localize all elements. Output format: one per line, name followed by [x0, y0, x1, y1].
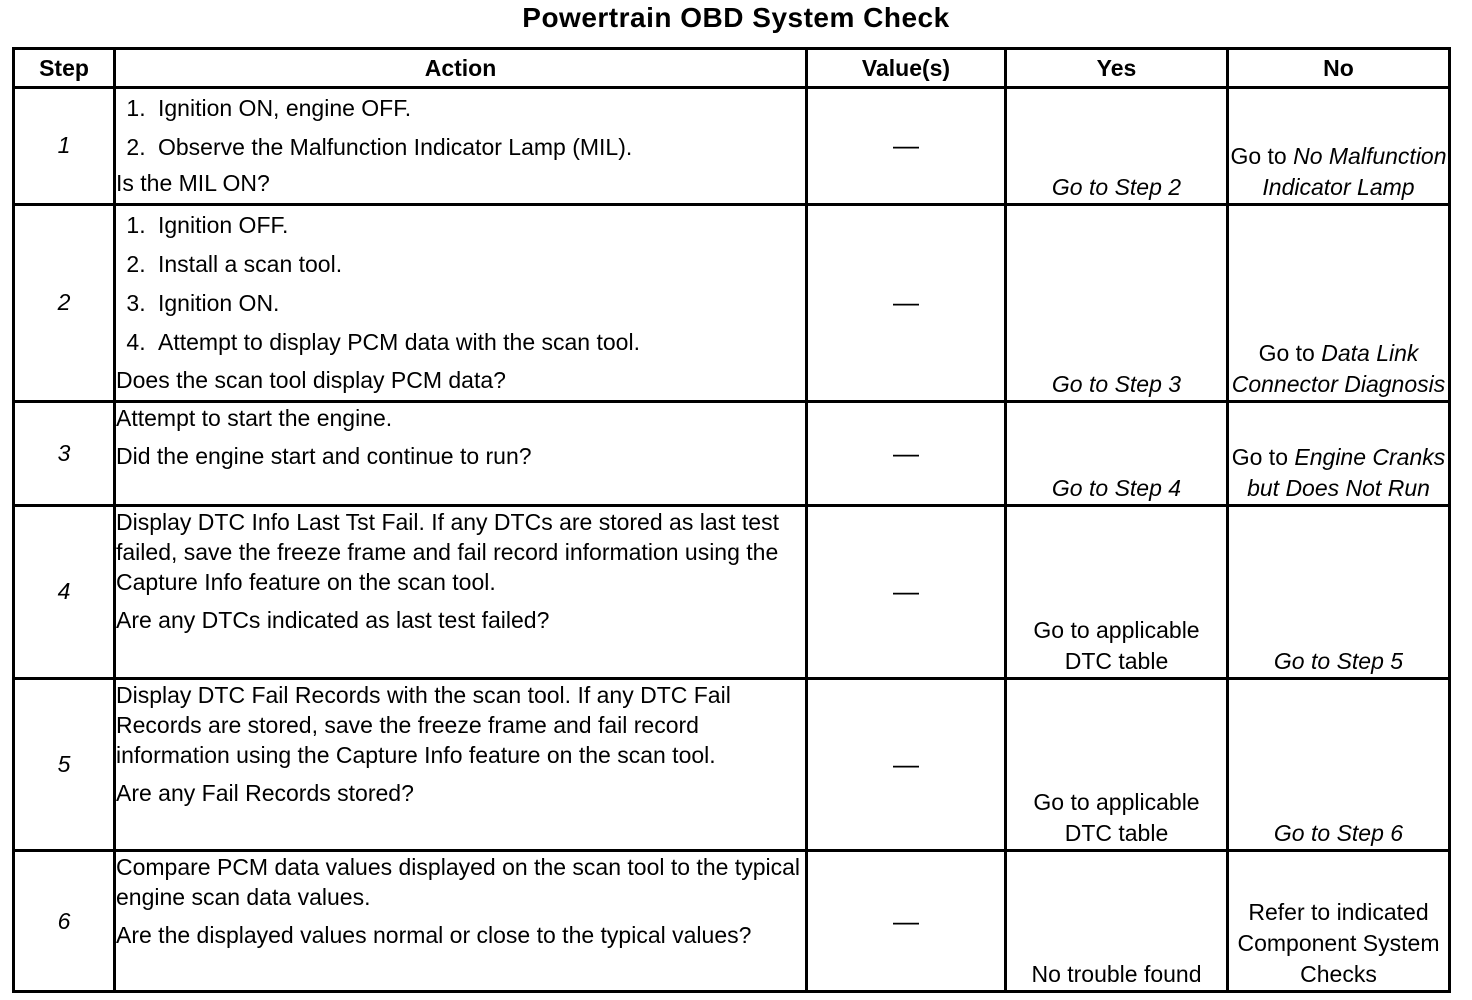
- action-steps: [116, 89, 805, 167]
- step-number: 5: [14, 678, 115, 851]
- action-cell: [115, 678, 807, 851]
- yes-cell: Go to applicable DTC table: [1006, 678, 1228, 851]
- action-question: Are any DTCs indicated as last test failed?: [116, 606, 550, 633]
- action-text: Compare PCM data values displayed on the scan tool to the typical engine scan data values.: [116, 854, 800, 911]
- yes-cell: Go to applicable DTC table: [1006, 505, 1228, 678]
- table-row: [14, 851, 1450, 992]
- no-cell: [1228, 88, 1450, 205]
- table-row: [14, 88, 1450, 205]
- value-cell: —: [807, 204, 1006, 402]
- action-step: 4. Attempt to display PCM data with the scan tool.: [152, 323, 805, 362]
- action-steps: [116, 206, 805, 362]
- value-cell: —: [807, 402, 1006, 505]
- action-text: Display DTC Fail Records with the scan tool. If any DTC Fail Records are stored, save the freeze frame and fail record information using the Capture Info feature on the scan tool.: [116, 681, 731, 768]
- header-action: Action: [115, 49, 807, 88]
- table-row: [14, 204, 1450, 402]
- action-text: Attempt to start the engine.: [116, 405, 393, 432]
- no-reference: No Malfunction Indicator Lamp: [1262, 142, 1447, 200]
- table-row: [14, 402, 1450, 505]
- action-step: 2. Observe the Malfunction Indicator Lamp (MIL).: [152, 128, 805, 167]
- no-cell: Go to Step 5: [1228, 505, 1450, 678]
- yes-cell: Go to Step 2: [1006, 88, 1228, 205]
- header-row: [14, 49, 1450, 88]
- header-yes: Yes: [1006, 49, 1228, 88]
- step-number: 6: [14, 851, 115, 992]
- yes-cell: No trouble found: [1006, 851, 1228, 992]
- action-question: Did the engine start and continue to run?: [116, 443, 532, 470]
- no-prefix: Go to: [1231, 443, 1288, 470]
- value-cell: —: [807, 505, 1006, 678]
- header-no: No: [1228, 49, 1450, 88]
- table-row: [14, 678, 1450, 851]
- action-cell: [115, 851, 807, 992]
- action-cell: [115, 88, 807, 205]
- action-question: Are the displayed values normal or close to the typical values?: [116, 922, 752, 949]
- no-cell: Go to Step 6: [1228, 678, 1450, 851]
- action-step: 2. Install a scan tool.: [152, 245, 805, 284]
- no-reference: Data Link Connector Diagnosis: [1231, 340, 1446, 398]
- yes-cell: Go to Step 3: [1006, 204, 1228, 402]
- step-number: 2: [14, 204, 115, 402]
- action-cell: [115, 402, 807, 505]
- action-question: Does the scan tool display PCM data?: [116, 366, 506, 393]
- action-step: 1. Ignition OFF.: [152, 206, 805, 245]
- no-cell: [1228, 204, 1450, 402]
- page-title: Powertrain OBD System Check: [522, 2, 950, 33]
- no-prefix: Go to: [1230, 142, 1287, 169]
- step-number: 1: [14, 88, 115, 205]
- action-cell: [115, 505, 807, 678]
- action-cell: [115, 204, 807, 402]
- action-text: Display DTC Info Last Tst Fail. If any DTCs are stored as last test failed, save the freeze frame and fail record information using the Capture Info feature on the scan tool.: [116, 508, 779, 595]
- header-step: Step: [14, 49, 115, 88]
- yes-cell: Go to Step 4: [1006, 402, 1228, 505]
- header-value: Value(s): [807, 49, 1006, 88]
- action-step: 1. Ignition ON, engine OFF.: [152, 89, 805, 128]
- obd-check-table: [12, 47, 1451, 993]
- value-cell: —: [807, 678, 1006, 851]
- no-reference: Engine Cranks but Does Not Run: [1247, 443, 1446, 501]
- value-cell: —: [807, 851, 1006, 992]
- action-question: Is the MIL ON?: [116, 170, 270, 196]
- value-cell: —: [807, 88, 1006, 205]
- action-step: 3. Ignition ON.: [152, 284, 805, 323]
- no-prefix: Go to: [1258, 340, 1315, 367]
- step-number: 3: [14, 402, 115, 505]
- no-cell: Refer to indicated Component System Checks: [1228, 851, 1450, 992]
- action-question: Are any Fail Records stored?: [116, 779, 414, 806]
- step-number: 4: [14, 505, 115, 678]
- table-row: [14, 505, 1450, 678]
- no-cell: [1228, 402, 1450, 505]
